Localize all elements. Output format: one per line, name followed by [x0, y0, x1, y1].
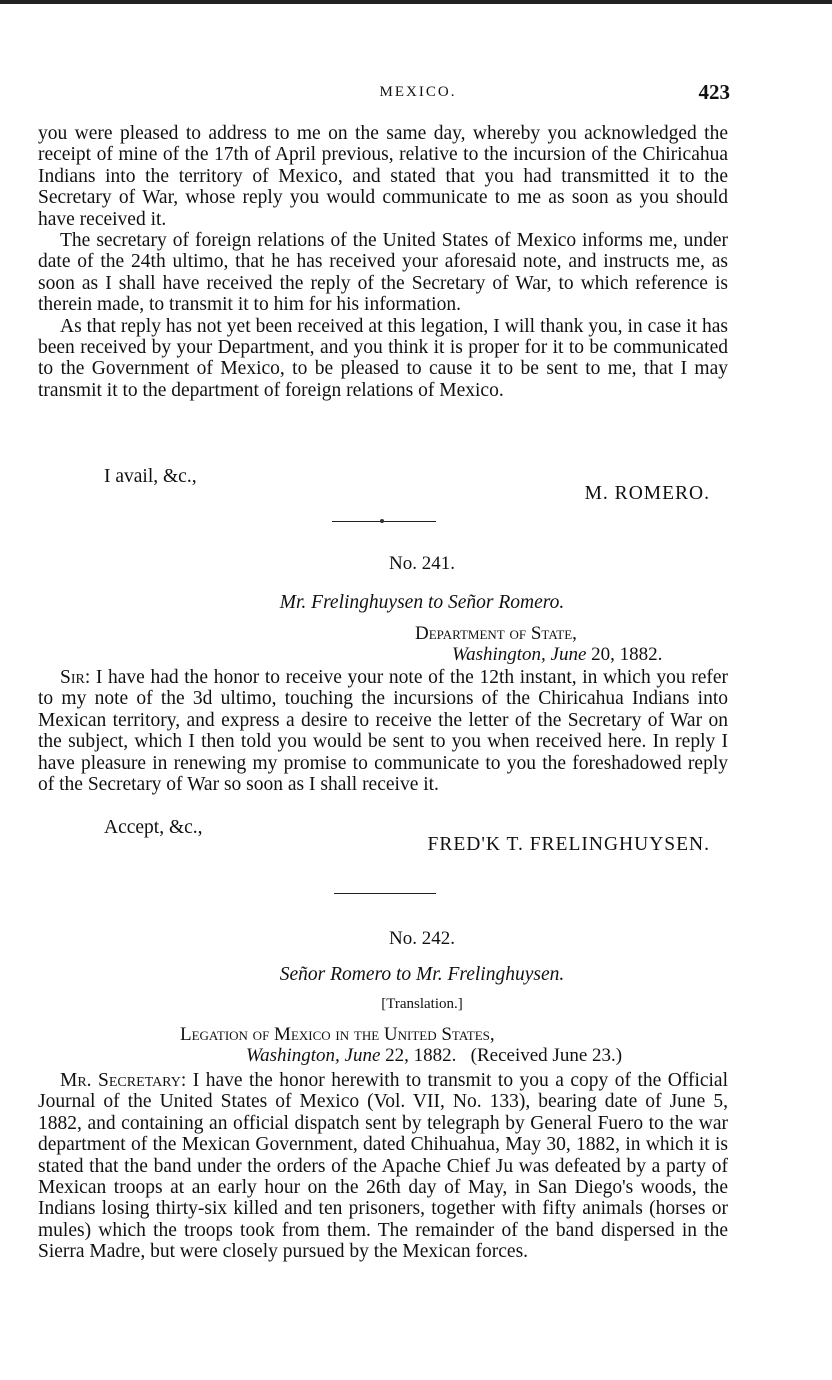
dateline-date: 20, 1882.	[591, 644, 663, 665]
translation-note: [Translation.]	[381, 996, 463, 1012]
letter-1-closing: I avail, &c.,	[104, 466, 197, 487]
received-note: (Received June 23.)	[470, 1045, 623, 1066]
paragraph: As that reply has not yet been received at this legation, I will thank you, in case it has been received by your Department, and you think it is proper for it to be communicated to the Government of Mexico, to be pleased to cause it to be sent to me, that I may transmit it to the department of foreign relations of Mexico.	[38, 315, 728, 401]
divider-ornament	[380, 519, 384, 523]
section-divider	[332, 521, 436, 522]
document-number: No. 242.	[389, 928, 455, 949]
dateline-city: Washington,	[246, 1045, 340, 1066]
page-number: 423	[698, 80, 730, 104]
dateline-office	[180, 1024, 495, 1046]
dateline-date: 22, 1882.	[385, 1045, 457, 1066]
doc-241-signature: FRED'K T. FRELINGHUYSEN.	[427, 834, 710, 855]
salutation: Mr. Secretary:	[60, 1070, 187, 1091]
running-head: MEXICO.	[379, 84, 457, 100]
document-title: Señor Romero to Mr. Frelinghuysen.	[279, 964, 565, 985]
salutation: Sir:	[60, 667, 91, 688]
doc-242-body	[38, 1070, 728, 1263]
section-divider	[334, 893, 436, 894]
doc-241-body	[38, 667, 728, 795]
page-header	[38, 80, 728, 110]
letter-1-signature: M. ROMERO.	[584, 483, 710, 504]
dateline-place	[246, 1045, 622, 1067]
top-border	[0, 0, 832, 4]
dateline-office-text: Department of State,	[415, 623, 577, 644]
letter-1-body	[38, 123, 728, 401]
paragraph: The secretary of foreign relations of the United States of Mexico informs me, under date of the 24th ultimo, that he has received your aforesaid note, and instructs me, as soon as I shall have received the reply of the Secretary of War, to which reference is therein made, to transmit it to him for his information.	[38, 230, 728, 316]
document-title: Mr. Frelinghuysen to Señor Romero.	[279, 592, 565, 613]
dateline-place	[452, 644, 662, 666]
dateline-month: June	[344, 1045, 381, 1066]
dateline-office-text: Legation of Mexico in the United States,	[180, 1024, 495, 1045]
dateline-office	[415, 623, 577, 645]
doc-241-closing: Accept, &c.,	[104, 817, 203, 838]
paragraph: you were pleased to address to me on the same day, whereby you acknowledged the receipt of mine of the 17th of April previous, relative to the incursion of the Chiricahua Indians into the territory of Mexico, and stated that you had transmitted it to the Secretary of War, whose reply you would communicate to me as soon as you should have received it.	[38, 123, 728, 230]
document-number: No. 241.	[389, 553, 455, 574]
body-text: I have had the honor to receive your note of the 12th instant, in which you refer to my note of the 3d ultimo, touching the incursions of the Chiricahua Indians into Mexican territory, and express a desire to receive the letter of the Secretary of War on the subject, which I then told you would be sent to you when received here. In reply I have pleasure in renewing my promise to communicate to you the foreshadowed reply of the Secretary of War so soon as I shall receive it.	[38, 667, 729, 796]
dateline-month: June	[550, 644, 587, 665]
dateline-city: Washington,	[452, 644, 546, 665]
body-text: I have the honor herewith to transmit to you a copy of the Official Journal of the United States of Mexico (Vol. VII, No. 133), bearing date of June 5, 1882, and containing an official dispatch sent by telegraph by General Fuero to the war department of the Mexican Government, dated Chihuahua, May 30, 1882, in which it is stated that the band under the orders of the Apache Chief Ju was defeated by a party of Mexican troops at an early hour on the 26th day of May, in San Diego's woods, the Indians losing thirty-six killed and ten prisoners, together with fifty animals (horses or mules) which the troops took from them. The remainder of the band dispersed in the Sierra Madre, but were closely pursued by the Mexican forces.	[38, 1070, 729, 1263]
